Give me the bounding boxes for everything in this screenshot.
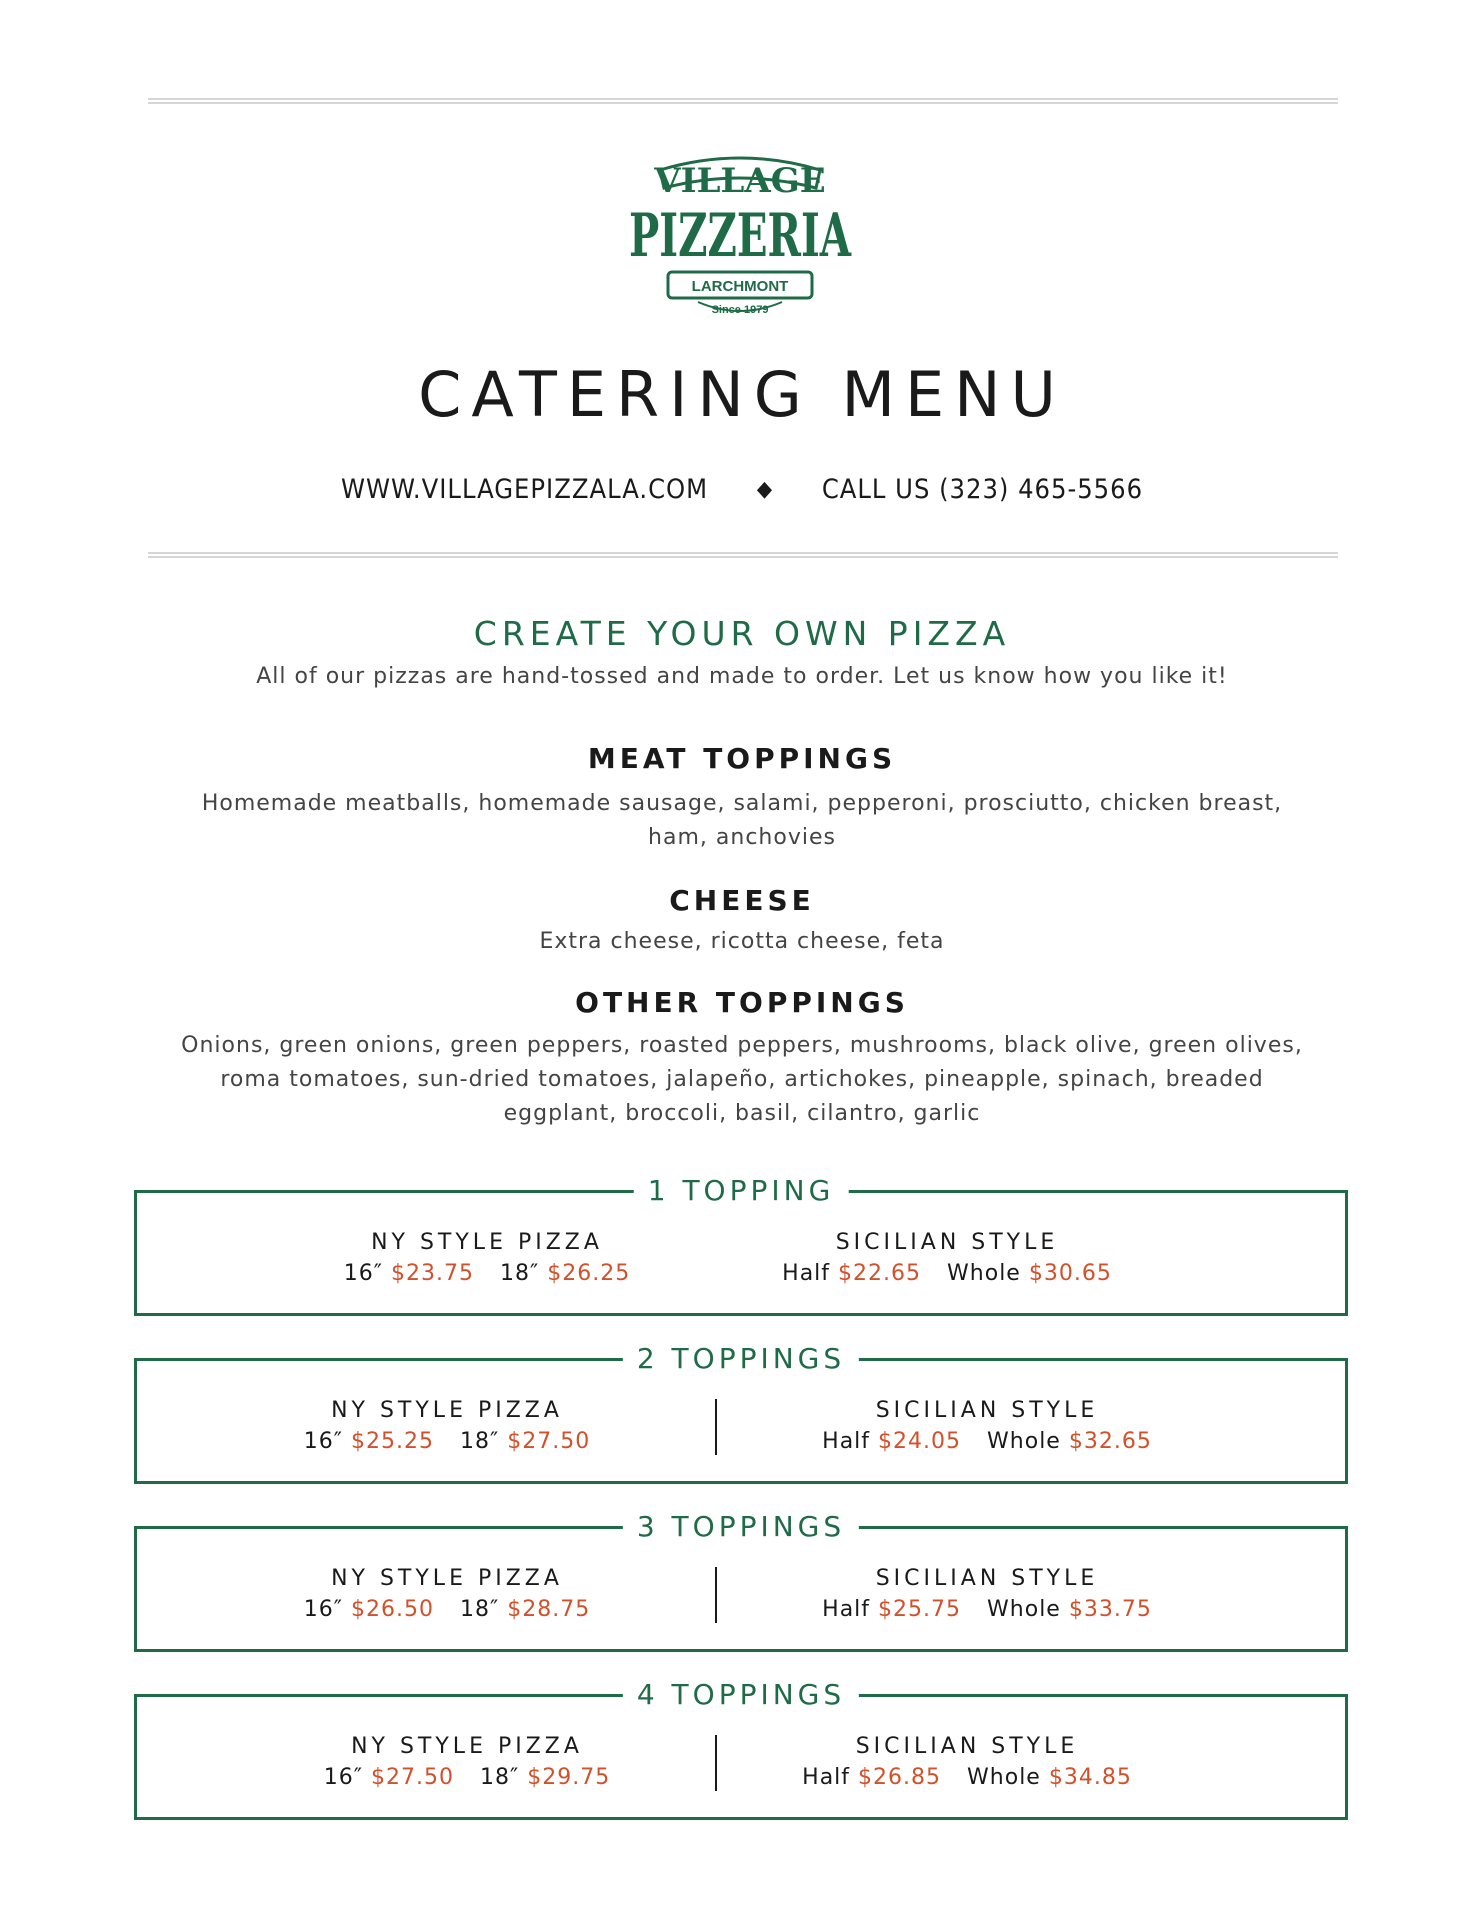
- size-16-label: 16″: [303, 1429, 344, 1454]
- price-18: $27.50: [507, 1429, 591, 1454]
- price-half: $25.75: [878, 1597, 962, 1622]
- logo-line4: Since 1979: [711, 304, 769, 316]
- price-16: $27.50: [371, 1765, 454, 1790]
- half-label: Half: [822, 1597, 871, 1622]
- sicilian-style-column: [767, 1733, 1167, 1795]
- whole-label: Whole: [987, 1429, 1061, 1454]
- ny-style-column: [267, 1733, 667, 1795]
- cheese-text: Extra cheese, ricotta cheese, feta: [539, 929, 945, 954]
- size-16-label: 16″: [343, 1261, 384, 1286]
- tier-box-1: [134, 1174, 1348, 1316]
- ny-style-prices: [247, 1425, 647, 1459]
- cheese-heading: CHEESE: [669, 884, 815, 917]
- create-pizza-intro: All of our pizzas are hand-tossed and made to order. Let us know how you like it!: [256, 664, 1228, 689]
- village-pizzeria-logo: [620, 148, 860, 318]
- price-whole: $34.85: [1048, 1765, 1132, 1790]
- tier-box-2: [134, 1342, 1348, 1484]
- logo-line3: LARCHMONT: [691, 278, 789, 295]
- column-divider: [715, 1567, 717, 1623]
- half-label: Half: [822, 1429, 871, 1454]
- ny-style-prices: [247, 1593, 647, 1627]
- price-half: $26.85: [858, 1765, 942, 1790]
- whole-label: Whole: [967, 1765, 1041, 1790]
- sicilian-style-column: [787, 1565, 1187, 1627]
- ny-style-column: [287, 1229, 687, 1291]
- sicilian-style-heading: SICILIAN STYLE: [875, 1398, 1099, 1423]
- ny-style-heading: NY STYLE PIZZA: [331, 1566, 563, 1591]
- size-16-label: 16″: [323, 1765, 364, 1790]
- price-16: $23.75: [391, 1261, 474, 1286]
- ny-style-prices: [267, 1761, 667, 1795]
- size-18-label: 18″: [460, 1429, 500, 1454]
- column-divider: [715, 1399, 717, 1455]
- half-label: Half: [782, 1261, 831, 1286]
- ny-style-column: [247, 1565, 647, 1627]
- price-18: $26.25: [547, 1261, 631, 1286]
- sicilian-style-heading: SICILIAN STYLE: [855, 1734, 1079, 1759]
- size-18-label: 18″: [460, 1597, 500, 1622]
- tier-title: 3 TOPPINGS: [623, 1511, 859, 1543]
- column-divider: [715, 1735, 717, 1791]
- tier-box-3: [134, 1510, 1348, 1652]
- meat-toppings-text: Homemade meatballs, homemade sausage, salami, pepperoni, prosciutto, chicken breast, ham, anchovies: [201, 791, 1283, 850]
- diamond-icon: ◆: [756, 477, 774, 502]
- price-whole: $30.65: [1028, 1261, 1112, 1286]
- logo-line1: VILLAGE: [654, 161, 826, 201]
- size-18-label: 18″: [500, 1261, 540, 1286]
- sicilian-style-prices: [767, 1761, 1167, 1795]
- other-toppings-text: Onions, green onions, green peppers, roasted peppers, mushrooms, black olive, green olives, roma tomatoes, sun-dried tomatoes, jalapeño, artichokes, pineapple, spinach, breaded eggplant, broccoli, basil, cilantro, garlic: [181, 1033, 1303, 1126]
- price-16: $25.25: [351, 1429, 434, 1454]
- ny-style-heading: NY STYLE PIZZA: [331, 1398, 563, 1423]
- other-toppings-heading: OTHER TOPPINGS: [575, 986, 909, 1019]
- website-link[interactable]: WWW.VILLAGEPIZZALA.COM: [340, 474, 709, 505]
- size-16-label: 16″: [303, 1597, 344, 1622]
- logo-line2: PIZZERIA: [629, 201, 852, 271]
- meat-toppings-heading: MEAT TOPPINGS: [587, 742, 897, 775]
- sicilian-style-prices: [787, 1593, 1187, 1627]
- create-pizza-heading: CREATE YOUR OWN PIZZA: [473, 614, 1011, 653]
- price-half: $22.65: [838, 1261, 922, 1286]
- ny-style-prices: [287, 1257, 687, 1291]
- page-title: CATERING MENU: [418, 358, 1066, 431]
- sicilian-style-prices: [747, 1257, 1147, 1291]
- price-half: $24.05: [878, 1429, 962, 1454]
- tier-box-4: [134, 1678, 1348, 1820]
- whole-label: Whole: [987, 1597, 1061, 1622]
- sicilian-style-heading: SICILIAN STYLE: [835, 1230, 1059, 1255]
- price-18: $28.75: [507, 1597, 591, 1622]
- contact-line: [0, 474, 1484, 505]
- price-16: $26.50: [351, 1597, 434, 1622]
- phone-number[interactable]: CALL US (323) 465-5566: [821, 474, 1144, 505]
- whole-label: Whole: [947, 1261, 1021, 1286]
- sicilian-style-column: [747, 1229, 1147, 1291]
- header-bottom-rule: [148, 552, 1338, 558]
- top-double-rule: [148, 98, 1338, 104]
- price-whole: $33.75: [1068, 1597, 1152, 1622]
- sicilian-style-prices: [787, 1425, 1187, 1459]
- price-18: $29.75: [527, 1765, 611, 1790]
- ny-style-column: [247, 1397, 647, 1459]
- ny-style-heading: NY STYLE PIZZA: [371, 1230, 603, 1255]
- price-whole: $32.65: [1068, 1429, 1152, 1454]
- tier-title: 4 TOPPINGS: [623, 1679, 859, 1711]
- tier-title: 2 TOPPINGS: [623, 1343, 859, 1375]
- tier-title: 1 TOPPING: [634, 1175, 849, 1207]
- half-label: Half: [802, 1765, 851, 1790]
- ny-style-heading: NY STYLE PIZZA: [351, 1734, 583, 1759]
- sicilian-style-column: [787, 1397, 1187, 1459]
- size-18-label: 18″: [480, 1765, 520, 1790]
- sicilian-style-heading: SICILIAN STYLE: [875, 1566, 1099, 1591]
